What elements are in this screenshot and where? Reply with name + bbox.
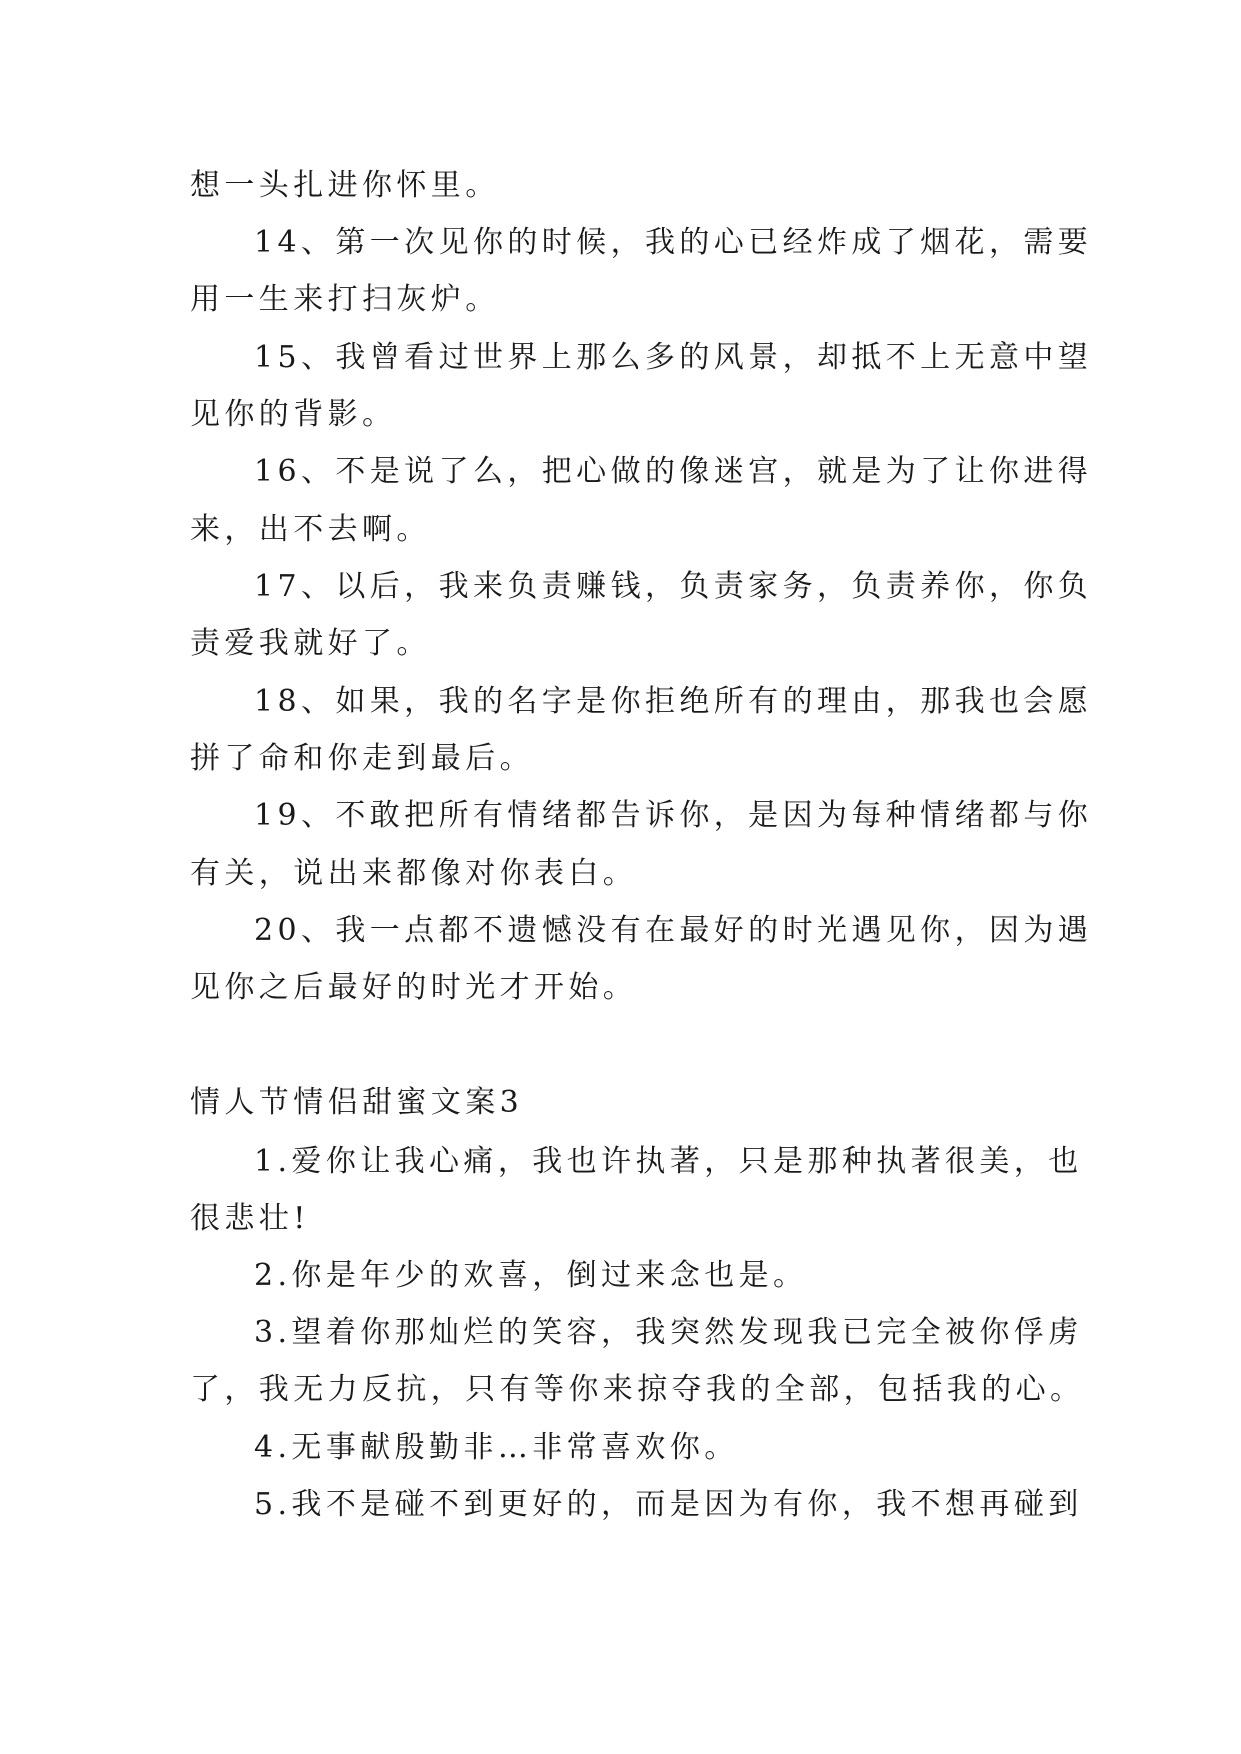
text-line: 有关，说出来都像对你表白。 — [190, 856, 638, 891]
list-item-5: 5.我不是碰不到更好的，而是因为有你，我不想再碰到 — [254, 1487, 1083, 1522]
text-line: 了，我无力反抗，只有等你来掠夺我的全部，包括我的心。 — [190, 1372, 1085, 1407]
list-item-15: 15、我曾看过世界上那么多的风景，却抵不上无意中望 — [254, 340, 1093, 375]
list-item-4: 4.无事献殷勤非…非常喜欢你。 — [254, 1430, 739, 1465]
list-item-3: 3.望着你那灿烂的笑容，我突然发现我已完全被你俘虏 — [254, 1315, 1083, 1350]
list-item-2: 2.你是年少的欢喜，倒过来念也是。 — [254, 1258, 808, 1293]
text-line: 很悲壮! — [190, 1201, 310, 1236]
text-line: 来，出不去啊。 — [190, 512, 431, 547]
text-line: 用一生来打扫灰炉。 — [190, 282, 500, 317]
list-item-1: 1.爱你让我心痛，我也许执著，只是那种执著很美，也 — [254, 1144, 1083, 1179]
text-line: 见你之后最好的时光才开始。 — [190, 970, 638, 1005]
text-line: 拼了命和你走到最后。 — [190, 741, 534, 776]
list-item-17: 17、以后，我来负责赚钱，负责家务，负责养你，你负 — [254, 569, 1093, 604]
text-line: 见你的背影。 — [190, 397, 397, 432]
list-item-20: 20、我一点都不遗憾没有在最好的时光遇见你，因为遇 — [254, 913, 1093, 948]
section-heading: 情人节情侣甜蜜文案3 — [190, 1085, 524, 1120]
text-line: 责爱我就好了。 — [190, 626, 431, 661]
list-item-16: 16、不是说了么，把心做的像迷宫，就是为了让你进得 — [254, 454, 1093, 489]
text-line: 想一头扎进你怀里。 — [190, 168, 500, 203]
list-item-18: 18、如果，我的名字是你拒绝所有的理由，那我也会愿 — [254, 684, 1093, 719]
list-item-14: 14、第一次见你的时候，我的心已经炸成了烟花，需要 — [254, 225, 1093, 260]
list-item-19: 19、不敢把所有情绪都告诉你，是因为每种情绪都与你 — [254, 798, 1093, 833]
